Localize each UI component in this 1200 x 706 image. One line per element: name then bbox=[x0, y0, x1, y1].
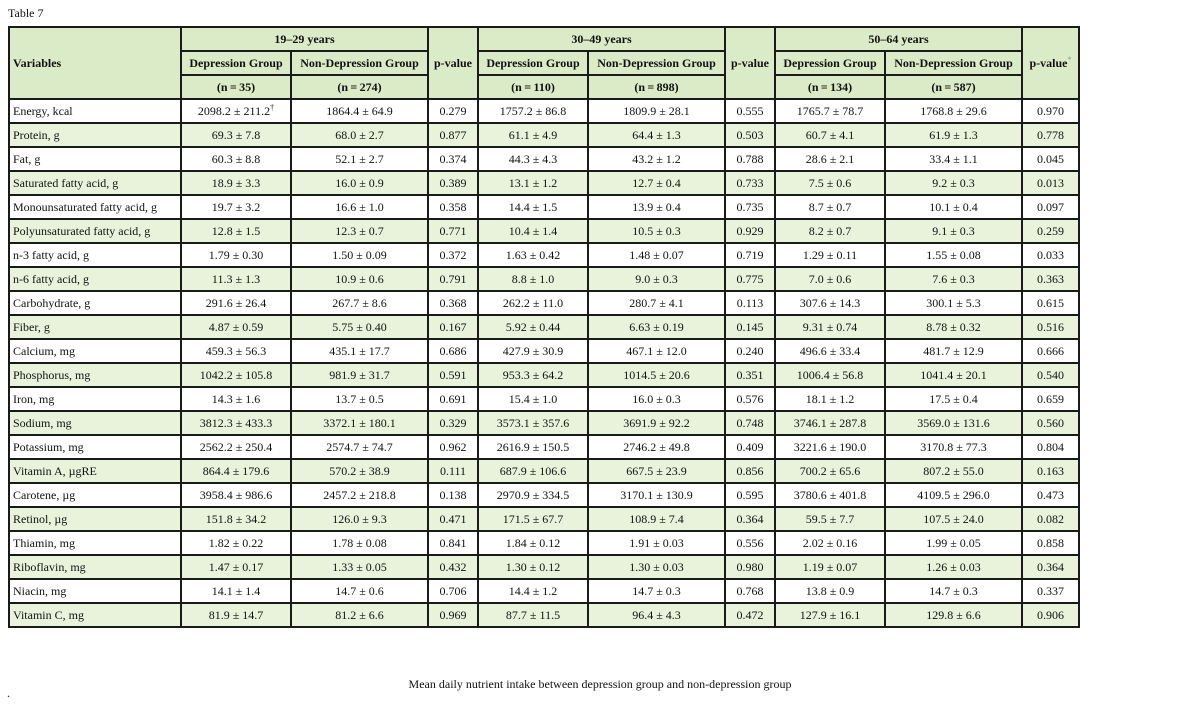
row-variable-label: Phosphorus, mg bbox=[9, 363, 181, 387]
table-row bbox=[9, 483, 1079, 507]
p-value-cell: 0.163 bbox=[1022, 459, 1079, 483]
table-row bbox=[9, 435, 1079, 459]
p-value-cell: 0.771 bbox=[428, 219, 478, 243]
p-value-cell: 0.363 bbox=[1022, 267, 1079, 291]
p-value-cell: 0.906 bbox=[1022, 603, 1079, 627]
table-row bbox=[9, 339, 1079, 363]
p-value-cell: 0.778 bbox=[1022, 123, 1079, 147]
p-value-cell: 0.719 bbox=[725, 243, 775, 267]
p-value-header-30-49: p-value bbox=[725, 27, 775, 99]
mean-se-cell: 9.1 ± 0.3 bbox=[885, 219, 1022, 243]
p-value-cell: 0.167 bbox=[428, 315, 478, 339]
p-value-cell: 0.368 bbox=[428, 291, 478, 315]
mean-se-cell: 496.6 ± 33.4 bbox=[775, 339, 885, 363]
table-caption: Mean daily nutrient intake between depression group and non-depression group bbox=[408, 677, 792, 691]
mean-se-cell: 12.3 ± 0.7 bbox=[291, 219, 428, 243]
mean-se-cell: 60.7 ± 4.1 bbox=[775, 123, 885, 147]
row-variable-label: Carotene, µg bbox=[9, 483, 181, 507]
mean-se-cell: 459.3 ± 56.3 bbox=[181, 339, 291, 363]
mean-se-cell: 307.6 ± 14.3 bbox=[775, 291, 885, 315]
p-value-cell: 0.432 bbox=[428, 555, 478, 579]
p-value-cell: 0.374 bbox=[428, 147, 478, 171]
table-row bbox=[9, 171, 1079, 195]
p-value-cell: 0.111 bbox=[428, 459, 478, 483]
mean-se-cell: 11.3 ± 1.3 bbox=[181, 267, 291, 291]
p-value-cell: 0.691 bbox=[428, 387, 478, 411]
mean-se-cell: 1042.2 ± 105.8 bbox=[181, 363, 291, 387]
mean-se-cell: 9.2 ± 0.3 bbox=[885, 171, 1022, 195]
mean-se-cell: 151.8 ± 34.2 bbox=[181, 507, 291, 531]
sample-size-depression-19-29: (n = 35) bbox=[181, 75, 291, 99]
mean-se-cell: 61.1 ± 4.9 bbox=[478, 123, 588, 147]
p-value-cell: 0.472 bbox=[725, 603, 775, 627]
mean-se-cell: 687.9 ± 106.6 bbox=[478, 459, 588, 483]
mean-se-cell: 81.9 ± 14.7 bbox=[181, 603, 291, 627]
mean-se-cell: 1.29 ± 0.11 bbox=[775, 243, 885, 267]
row-variable-label: Carbohydrate, g bbox=[9, 291, 181, 315]
mean-se-cell: 1765.7 ± 78.7 bbox=[775, 99, 885, 123]
mean-se-cell: 14.3 ± 1.6 bbox=[181, 387, 291, 411]
p-value-footnote-marker: * bbox=[1067, 54, 1072, 64]
mean-se-cell: 1.33 ± 0.05 bbox=[291, 555, 428, 579]
p-value-cell: 0.013 bbox=[1022, 171, 1079, 195]
mean-se-cell: 3569.0 ± 131.6 bbox=[885, 411, 1022, 435]
p-value-cell: 0.576 bbox=[725, 387, 775, 411]
mean-se-cell: 52.1 ± 2.7 bbox=[291, 147, 428, 171]
table-row bbox=[9, 123, 1079, 147]
p-value-cell: 0.471 bbox=[428, 507, 478, 531]
variables-header: Variables bbox=[9, 27, 181, 99]
mean-se-cell: 1.26 ± 0.03 bbox=[885, 555, 1022, 579]
sample-size-non-depression-50-64: (n = 587) bbox=[885, 75, 1022, 99]
p-value-cell: 0.145 bbox=[725, 315, 775, 339]
mean-se-cell: 17.5 ± 0.4 bbox=[885, 387, 1022, 411]
mean-se-cell: 1.78 ± 0.08 bbox=[291, 531, 428, 555]
table-row bbox=[9, 195, 1079, 219]
mean-se-cell: 171.5 ± 67.7 bbox=[478, 507, 588, 531]
p-value-cell: 0.856 bbox=[725, 459, 775, 483]
mean-se-cell: 43.2 ± 1.2 bbox=[588, 147, 725, 171]
mean-se-cell: 3746.1 ± 287.8 bbox=[775, 411, 885, 435]
nutrient-intake-table bbox=[8, 26, 1080, 628]
row-variable-label: n-3 fatty acid, g bbox=[9, 243, 181, 267]
p-value-cell: 0.804 bbox=[1022, 435, 1079, 459]
mean-se-cell: 126.0 ± 9.3 bbox=[291, 507, 428, 531]
mean-se-cell: 3691.9 ± 92.2 bbox=[588, 411, 725, 435]
mean-se-cell: 13.9 ± 0.4 bbox=[588, 195, 725, 219]
p-value-cell: 0.980 bbox=[725, 555, 775, 579]
row-variable-label: Thiamin, mg bbox=[9, 531, 181, 555]
p-value-cell: 0.595 bbox=[725, 483, 775, 507]
mean-se-cell: 1.55 ± 0.08 bbox=[885, 243, 1022, 267]
mean-se-cell: 3573.1 ± 357.6 bbox=[478, 411, 588, 435]
mean-se-cell: 700.2 ± 65.6 bbox=[775, 459, 885, 483]
mean-se-cell: 87.7 ± 11.5 bbox=[478, 603, 588, 627]
mean-se-cell: 15.4 ± 1.0 bbox=[478, 387, 588, 411]
mean-se-cell: 1014.5 ± 20.6 bbox=[588, 363, 725, 387]
mean-se-cell: 3170.1 ± 130.9 bbox=[588, 483, 725, 507]
age-group-header-19-29: 19–29 years bbox=[181, 27, 428, 51]
p-value-cell: 0.858 bbox=[1022, 531, 1079, 555]
mean-se-cell: 129.8 ± 6.6 bbox=[885, 603, 1022, 627]
mean-se-cell: 2.02 ± 0.16 bbox=[775, 531, 885, 555]
mean-se-cell: 1768.8 ± 29.6 bbox=[885, 99, 1022, 123]
mean-se-cell: 60.3 ± 8.8 bbox=[181, 147, 291, 171]
row-variable-label: Polyunsaturated fatty acid, g bbox=[9, 219, 181, 243]
mean-se-cell: 127.9 ± 16.1 bbox=[775, 603, 885, 627]
p-value-cell: 0.591 bbox=[428, 363, 478, 387]
row-variable-label: Protein, g bbox=[9, 123, 181, 147]
mean-se-cell: 9.31 ± 0.74 bbox=[775, 315, 885, 339]
p-value-cell: 0.735 bbox=[725, 195, 775, 219]
row-variable-label: Iron, mg bbox=[9, 387, 181, 411]
p-value-cell: 0.540 bbox=[1022, 363, 1079, 387]
p-value-cell: 0.768 bbox=[725, 579, 775, 603]
mean-se-cell: 1041.4 ± 20.1 bbox=[885, 363, 1022, 387]
p-value-header-50-64 bbox=[1022, 27, 1079, 99]
p-value-cell: 0.045 bbox=[1022, 147, 1079, 171]
table-row bbox=[9, 219, 1079, 243]
mean-se-cell: 12.8 ± 1.5 bbox=[181, 219, 291, 243]
mean-se-cell: 3372.1 ± 180.1 bbox=[291, 411, 428, 435]
mean-se-cell: 667.5 ± 23.9 bbox=[588, 459, 725, 483]
mean-se-cell: 18.1 ± 1.2 bbox=[775, 387, 885, 411]
p-value-cell: 0.666 bbox=[1022, 339, 1079, 363]
p-value-header-text: p-value bbox=[1029, 55, 1068, 70]
table-row bbox=[9, 99, 1079, 123]
mean-se-cell: 16.0 ± 0.3 bbox=[588, 387, 725, 411]
p-value-cell: 0.389 bbox=[428, 171, 478, 195]
table-row bbox=[9, 507, 1079, 531]
mean-se-cell: 8.78 ± 0.32 bbox=[885, 315, 1022, 339]
mean-se-cell: 1.79 ± 0.30 bbox=[181, 243, 291, 267]
mean-se-cell: 19.7 ± 3.2 bbox=[181, 195, 291, 219]
mean-se-cell: 12.7 ± 0.4 bbox=[588, 171, 725, 195]
mean-se-cell: 1757.2 ± 86.8 bbox=[478, 99, 588, 123]
row-variable-label: Niacin, mg bbox=[9, 579, 181, 603]
mean-se-cell: 1.30 ± 0.12 bbox=[478, 555, 588, 579]
table-row bbox=[9, 555, 1079, 579]
row-variable-label: Riboflavin, mg bbox=[9, 555, 181, 579]
p-value-cell: 0.358 bbox=[428, 195, 478, 219]
p-value-cell: 0.364 bbox=[725, 507, 775, 531]
table-row bbox=[9, 315, 1079, 339]
mean-se-cell: 2970.9 ± 334.5 bbox=[478, 483, 588, 507]
p-value-cell: 0.686 bbox=[428, 339, 478, 363]
mean-se-cell: 1.84 ± 0.12 bbox=[478, 531, 588, 555]
mean-se-cell: 1.82 ± 0.22 bbox=[181, 531, 291, 555]
non-depression-group-header: Non-Depression Group bbox=[588, 51, 725, 75]
mean-se-cell: 864.4 ± 179.6 bbox=[181, 459, 291, 483]
table-row bbox=[9, 147, 1079, 171]
mean-se-cell: 300.1 ± 5.3 bbox=[885, 291, 1022, 315]
mean-se-cell: 435.1 ± 17.7 bbox=[291, 339, 428, 363]
mean-se-cell: 13.7 ± 0.5 bbox=[291, 387, 428, 411]
mean-se-cell: 267.7 ± 8.6 bbox=[291, 291, 428, 315]
mean-se-cell: 1809.9 ± 28.1 bbox=[588, 99, 725, 123]
depression-group-header: Depression Group bbox=[775, 51, 885, 75]
mean-se-cell: 3780.6 ± 401.8 bbox=[775, 483, 885, 507]
mean-se-cell: 3958.4 ± 986.6 bbox=[181, 483, 291, 507]
mean-se-cell: 3812.3 ± 433.3 bbox=[181, 411, 291, 435]
p-value-cell: 0.706 bbox=[428, 579, 478, 603]
mean-se-cell: 262.2 ± 11.0 bbox=[478, 291, 588, 315]
mean-se-cell: 1.63 ± 0.42 bbox=[478, 243, 588, 267]
p-value-cell: 0.138 bbox=[428, 483, 478, 507]
table-row bbox=[9, 603, 1079, 627]
table-row bbox=[9, 459, 1079, 483]
p-value-cell: 0.560 bbox=[1022, 411, 1079, 435]
mean-se-cell: 14.7 ± 0.6 bbox=[291, 579, 428, 603]
mean-se-cell: 291.6 ± 26.4 bbox=[181, 291, 291, 315]
mean-se-cell: 1.19 ± 0.07 bbox=[775, 555, 885, 579]
p-value-cell: 0.970 bbox=[1022, 99, 1079, 123]
mean-se-cell: 280.7 ± 4.1 bbox=[588, 291, 725, 315]
mean-se-cell: 16.0 ± 0.9 bbox=[291, 171, 428, 195]
mean-se-cell: 1.50 ± 0.09 bbox=[291, 243, 428, 267]
mean-se-cell: 10.5 ± 0.3 bbox=[588, 219, 725, 243]
mean-se-cell: 14.7 ± 0.3 bbox=[588, 579, 725, 603]
mean-se-cell: 8.2 ± 0.7 bbox=[775, 219, 885, 243]
table-row bbox=[9, 267, 1079, 291]
depression-group-header: Depression Group bbox=[478, 51, 588, 75]
mean-se-cell: 2457.2 ± 218.8 bbox=[291, 483, 428, 507]
row-variable-label: Fiber, g bbox=[9, 315, 181, 339]
p-value-cell: 0.556 bbox=[725, 531, 775, 555]
p-value-cell: 0.409 bbox=[725, 435, 775, 459]
mean-se-cell: 1.48 ± 0.07 bbox=[588, 243, 725, 267]
p-value-cell: 0.364 bbox=[1022, 555, 1079, 579]
cell-value: 2098.2 ± 211.2 bbox=[197, 103, 271, 118]
mean-se-cell: 953.3 ± 64.2 bbox=[478, 363, 588, 387]
mean-se-cell: 69.3 ± 7.8 bbox=[181, 123, 291, 147]
row-variable-label: Saturated fatty acid, g bbox=[9, 171, 181, 195]
mean-se-cell: 427.9 ± 30.9 bbox=[478, 339, 588, 363]
p-value-cell: 0.659 bbox=[1022, 387, 1079, 411]
mean-se-cell: 2562.2 ± 250.4 bbox=[181, 435, 291, 459]
mean-se-cell: 570.2 ± 38.9 bbox=[291, 459, 428, 483]
p-value-cell: 0.775 bbox=[725, 267, 775, 291]
p-value-cell: 0.841 bbox=[428, 531, 478, 555]
mean-se-cell: 981.9 ± 31.7 bbox=[291, 363, 428, 387]
p-value-cell: 0.259 bbox=[1022, 219, 1079, 243]
mean-se-cell: 1864.4 ± 64.9 bbox=[291, 99, 428, 123]
table-label: Table 7 bbox=[8, 6, 44, 20]
mean-se-cell: 1.47 ± 0.17 bbox=[181, 555, 291, 579]
mean-se-cell: 467.1 ± 12.0 bbox=[588, 339, 725, 363]
sample-size-depression-30-49: (n = 110) bbox=[478, 75, 588, 99]
footnote-marker: † bbox=[270, 102, 275, 112]
mean-se-cell: 6.63 ± 0.19 bbox=[588, 315, 725, 339]
mean-se-cell: 481.7 ± 12.9 bbox=[885, 339, 1022, 363]
mean-se-cell: 64.4 ± 1.3 bbox=[588, 123, 725, 147]
mean-se-cell: 2746.2 ± 49.8 bbox=[588, 435, 725, 459]
p-value-cell: 0.337 bbox=[1022, 579, 1079, 603]
mean-se-cell: 108.9 ± 7.4 bbox=[588, 507, 725, 531]
row-variable-label: Monounsaturated fatty acid, g bbox=[9, 195, 181, 219]
p-value-cell: 0.503 bbox=[725, 123, 775, 147]
p-value-cell: 0.372 bbox=[428, 243, 478, 267]
p-value-cell: 0.748 bbox=[725, 411, 775, 435]
age-group-header-30-49: 30–49 years bbox=[478, 27, 725, 51]
mean-se-cell: 4.87 ± 0.59 bbox=[181, 315, 291, 339]
footer-mark: . bbox=[7, 686, 10, 700]
row-variable-label: n-6 fatty acid, g bbox=[9, 267, 181, 291]
row-variable-label: Vitamin C, mg bbox=[9, 603, 181, 627]
p-value-cell: 0.240 bbox=[725, 339, 775, 363]
mean-se-cell: 8.8 ± 1.0 bbox=[478, 267, 588, 291]
table-row bbox=[9, 363, 1079, 387]
mean-se-cell: 61.9 ± 1.3 bbox=[885, 123, 1022, 147]
p-value-header-19-29: p-value bbox=[428, 27, 478, 99]
table-row bbox=[9, 411, 1079, 435]
p-value-cell: 0.113 bbox=[725, 291, 775, 315]
row-variable-label: Retinol, µg bbox=[9, 507, 181, 531]
mean-se-cell: 1.30 ± 0.03 bbox=[588, 555, 725, 579]
mean-se-cell: 107.5 ± 24.0 bbox=[885, 507, 1022, 531]
p-value-cell: 0.351 bbox=[725, 363, 775, 387]
p-value-cell: 0.962 bbox=[428, 435, 478, 459]
p-value-cell: 0.788 bbox=[725, 147, 775, 171]
p-value-cell: 0.082 bbox=[1022, 507, 1079, 531]
row-variable-label: Potassium, mg bbox=[9, 435, 181, 459]
mean-se-cell: 14.4 ± 1.2 bbox=[478, 579, 588, 603]
mean-se-cell: 5.75 ± 0.40 bbox=[291, 315, 428, 339]
mean-se-cell: 1.91 ± 0.03 bbox=[588, 531, 725, 555]
p-value-cell: 0.097 bbox=[1022, 195, 1079, 219]
mean-se-cell: 81.2 ± 6.6 bbox=[291, 603, 428, 627]
table-header bbox=[9, 27, 1079, 99]
mean-se-cell: 96.4 ± 4.3 bbox=[588, 603, 725, 627]
p-value-cell: 0.877 bbox=[428, 123, 478, 147]
mean-se-cell: 9.0 ± 0.3 bbox=[588, 267, 725, 291]
mean-se-cell: 14.7 ± 0.3 bbox=[885, 579, 1022, 603]
row-variable-label: Sodium, mg bbox=[9, 411, 181, 435]
depression-group-header: Depression Group bbox=[181, 51, 291, 75]
p-value-cell: 0.033 bbox=[1022, 243, 1079, 267]
p-value-cell: 0.969 bbox=[428, 603, 478, 627]
p-value-cell: 0.555 bbox=[725, 99, 775, 123]
p-value-cell: 0.279 bbox=[428, 99, 478, 123]
mean-se-cell: 2574.7 ± 74.7 bbox=[291, 435, 428, 459]
p-value-cell: 0.733 bbox=[725, 171, 775, 195]
table-row bbox=[9, 291, 1079, 315]
mean-se-cell: 14.4 ± 1.5 bbox=[478, 195, 588, 219]
row-variable-label: Vitamin A, µgRE bbox=[9, 459, 181, 483]
mean-se-cell: 68.0 ± 2.7 bbox=[291, 123, 428, 147]
mean-se-cell: 10.9 ± 0.6 bbox=[291, 267, 428, 291]
mean-se-cell: 4109.5 ± 296.0 bbox=[885, 483, 1022, 507]
mean-se-cell: 3221.6 ± 190.0 bbox=[775, 435, 885, 459]
mean-se-cell: 10.4 ± 1.4 bbox=[478, 219, 588, 243]
mean-se-cell: 44.3 ± 4.3 bbox=[478, 147, 588, 171]
sample-size-depression-50-64: (n = 134) bbox=[775, 75, 885, 99]
mean-se-cell: 7.0 ± 0.6 bbox=[775, 267, 885, 291]
mean-se-cell: 807.2 ± 55.0 bbox=[885, 459, 1022, 483]
non-depression-group-header: Non-Depression Group bbox=[291, 51, 428, 75]
table-row bbox=[9, 579, 1079, 603]
mean-se-cell bbox=[181, 99, 291, 123]
sample-size-non-depression-30-49: (n = 898) bbox=[588, 75, 725, 99]
mean-se-cell: 8.7 ± 0.7 bbox=[775, 195, 885, 219]
row-variable-label: Calcium, mg bbox=[9, 339, 181, 363]
mean-se-cell: 1006.4 ± 56.8 bbox=[775, 363, 885, 387]
row-variable-label: Energy, kcal bbox=[9, 99, 181, 123]
non-depression-group-header: Non-Depression Group bbox=[885, 51, 1022, 75]
mean-se-cell: 14.1 ± 1.4 bbox=[181, 579, 291, 603]
mean-se-cell: 7.6 ± 0.3 bbox=[885, 267, 1022, 291]
table-row bbox=[9, 243, 1079, 267]
mean-se-cell: 18.9 ± 3.3 bbox=[181, 171, 291, 195]
mean-se-cell: 1.99 ± 0.05 bbox=[885, 531, 1022, 555]
row-variable-label: Fat, g bbox=[9, 147, 181, 171]
mean-se-cell: 3170.8 ± 77.3 bbox=[885, 435, 1022, 459]
mean-se-cell: 10.1 ± 0.4 bbox=[885, 195, 1022, 219]
age-group-header-50-64: 50–64 years bbox=[775, 27, 1022, 51]
mean-se-cell: 59.5 ± 7.7 bbox=[775, 507, 885, 531]
p-value-cell: 0.791 bbox=[428, 267, 478, 291]
mean-se-cell: 16.6 ± 1.0 bbox=[291, 195, 428, 219]
mean-se-cell: 28.6 ± 2.1 bbox=[775, 147, 885, 171]
p-value-cell: 0.516 bbox=[1022, 315, 1079, 339]
sample-size-non-depression-19-29: (n = 274) bbox=[291, 75, 428, 99]
mean-se-cell: 13.8 ± 0.9 bbox=[775, 579, 885, 603]
p-value-cell: 0.615 bbox=[1022, 291, 1079, 315]
p-value-cell: 0.329 bbox=[428, 411, 478, 435]
mean-se-cell: 5.92 ± 0.44 bbox=[478, 315, 588, 339]
p-value-cell: 0.473 bbox=[1022, 483, 1079, 507]
mean-se-cell: 13.1 ± 1.2 bbox=[478, 171, 588, 195]
table-body bbox=[9, 99, 1079, 627]
p-value-cell: 0.929 bbox=[725, 219, 775, 243]
mean-se-cell: 7.5 ± 0.6 bbox=[775, 171, 885, 195]
mean-se-cell: 2616.9 ± 150.5 bbox=[478, 435, 588, 459]
table-row bbox=[9, 387, 1079, 411]
table-row bbox=[9, 531, 1079, 555]
mean-se-cell: 33.4 ± 1.1 bbox=[885, 147, 1022, 171]
